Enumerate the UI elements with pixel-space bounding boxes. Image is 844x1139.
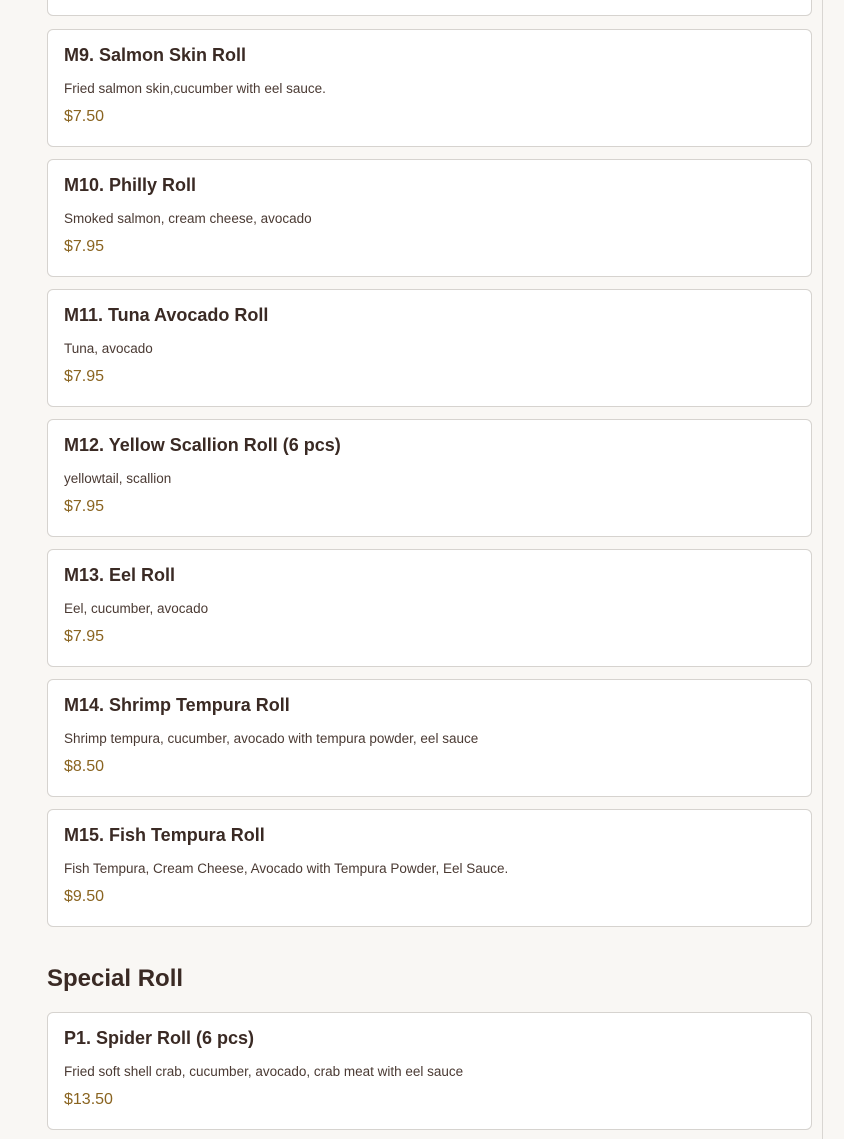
- menu-item-description: Fried salmon skin,cucumber with eel sauce.: [64, 81, 326, 96]
- menu-item-name: P1. Spider Roll (6 pcs): [64, 1028, 255, 1048]
- menu-item-card[interactable]: [47, 159, 812, 277]
- menu-item-card-partial[interactable]: [47, 0, 812, 16]
- menu-item-price: $13.50: [64, 1091, 113, 1108]
- menu-item-price: $9.50: [64, 888, 105, 905]
- menu-item-price: $7.95: [64, 238, 105, 255]
- menu-item-name: M15. Fish Tempura Roll: [64, 825, 265, 845]
- menu-item-price: $7.95: [64, 498, 105, 515]
- menu-item-card[interactable]: [47, 419, 812, 537]
- menu-item-card[interactable]: [47, 29, 812, 147]
- menu-item-description: Smoked salmon, cream cheese, avocado: [64, 211, 312, 226]
- menu-item-description: Eel, cucumber, avocado: [64, 601, 209, 616]
- menu-item-name: M10. Philly Roll: [64, 175, 197, 195]
- menu-item-card[interactable]: [47, 289, 812, 407]
- menu-item-description: Shrimp tempura, cucumber, avocado with tempura powder, eel sauce: [64, 731, 479, 746]
- menu-item-description: Fish Tempura, Cream Cheese, Avocado with Tempura Powder, Eel Sauce.: [64, 861, 509, 876]
- menu-item-card[interactable]: [47, 809, 812, 927]
- menu-item-name: M11. Tuna Avocado Roll: [64, 305, 269, 325]
- menu-item-price: $8.50: [64, 758, 105, 775]
- menu-item-card[interactable]: [47, 1012, 812, 1130]
- menu-item-description: Tuna, avocado: [64, 341, 153, 356]
- menu-item-name: M14. Shrimp Tempura Roll: [64, 695, 290, 715]
- menu-item-price: $7.95: [64, 368, 105, 385]
- menu-item-description: Fried soft shell crab, cucumber, avocado, crab meat with eel sauce: [64, 1064, 464, 1079]
- menu-item-price: $7.95: [64, 628, 105, 645]
- menu-item-card[interactable]: [47, 549, 812, 667]
- menu-item-price: $7.50: [64, 108, 105, 125]
- menu-item-card[interactable]: [47, 679, 812, 797]
- menu-item-name: M9. Salmon Skin Roll: [64, 45, 247, 65]
- menu-item-name: M13. Eel Roll: [64, 565, 176, 585]
- menu-item-description: yellowtail, scallion: [64, 471, 172, 486]
- section-title: Special Roll: [47, 965, 184, 992]
- menu-item-name: M12. Yellow Scallion Roll (6 pcs): [64, 435, 341, 455]
